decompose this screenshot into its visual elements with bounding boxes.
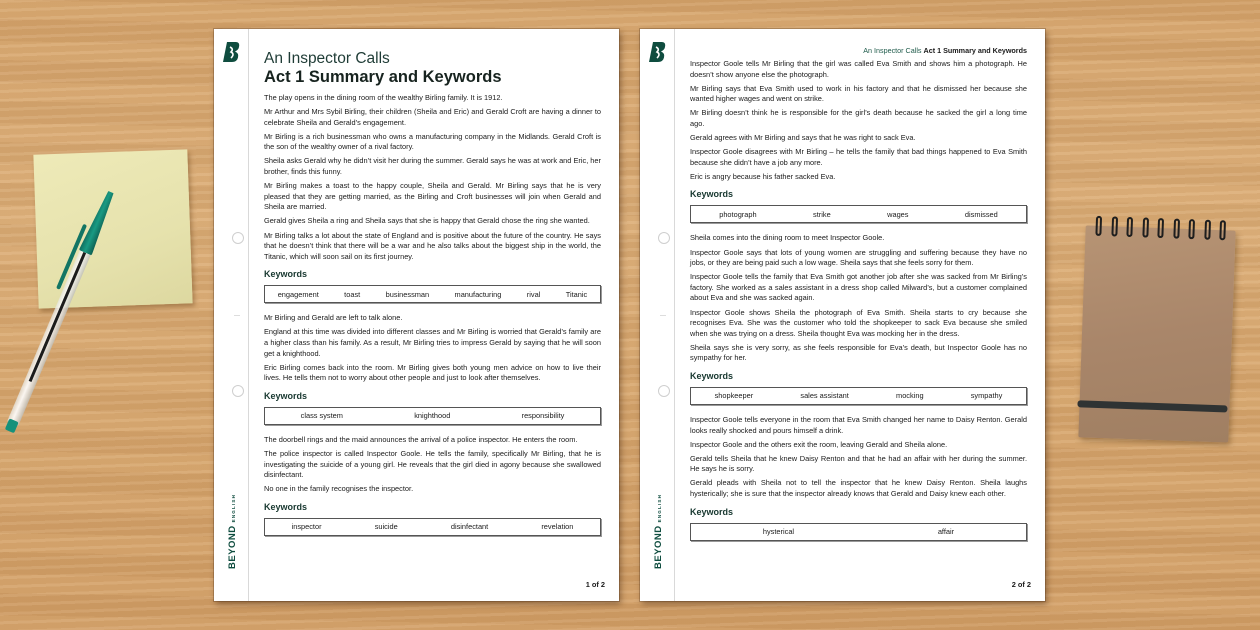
paragraph: Mr Birling talks a lot about the state of England and is positive about the future of the country. He says that he doesn’t think that there will be a war and he also talks about the biggest ship in the world, the Titanic, which will soon sail on its first journey. bbox=[264, 230, 601, 261]
paragraph: Inspector Goole disagrees with Mr Birling – he tells the family that bad things happened to Eva Smith because she didn’t have a job any more. bbox=[690, 147, 1027, 167]
keyword: inspector bbox=[291, 522, 322, 532]
keyword: engagement bbox=[277, 289, 319, 299]
keyword: toast bbox=[344, 289, 361, 299]
keywords-box bbox=[690, 205, 1027, 223]
brand-wordmark bbox=[220, 493, 242, 587]
keywords-box bbox=[264, 518, 601, 536]
paragraph: Inspector Goole tells everyone in the room that Eva Smith changed her name to Daisy Renton. Gerald looks really shocked and pours himself a drink. bbox=[690, 414, 1027, 435]
paragraph: England at this time was divided into different classes and Mr Birling is worried that Gerald’s family are a higher class than his family. As a result, Mr Birling tries to impress Gerald by saying that he will soon get a knighthood. bbox=[264, 327, 601, 358]
document-title: An Inspector Calls bbox=[264, 50, 390, 67]
paragraph: Eric is angry because his father sacked Eva. bbox=[690, 171, 836, 181]
running-header-subtitle: Act 1 Summary and Keywords bbox=[923, 46, 1027, 55]
paragraph: Inspector Goole shows Sheila the photograph of Eva Smith. Sheila starts to cry because she recognises Eva. She was the customer who told the shopkeeper to sack Eva because she smiled when she was trying on a dress. Sheila thought Eva was mocking her in the dress. bbox=[690, 307, 1027, 338]
paragraph: Inspector Goole and the others exit the room, leaving Gerald and Sheila alone. bbox=[690, 439, 948, 449]
keywords-heading: Keywords bbox=[264, 390, 308, 401]
brand-wordmark bbox=[646, 493, 668, 587]
keyword: responsibility bbox=[521, 411, 565, 421]
keyword: knighthood bbox=[414, 411, 451, 421]
keyword: Titanic bbox=[565, 289, 588, 299]
section-3 bbox=[264, 435, 601, 536]
worksheet-page-2 bbox=[640, 29, 1045, 601]
keywords-box bbox=[690, 387, 1027, 405]
paragraph: No one in the family recognises the inspector. bbox=[264, 484, 414, 494]
keywords-heading: Keywords bbox=[264, 501, 308, 512]
keyword: businessman bbox=[385, 289, 430, 299]
margin-divider bbox=[674, 29, 675, 601]
keyword: manufacturing bbox=[454, 289, 502, 299]
keywords-heading: Keywords bbox=[690, 370, 734, 381]
paragraph: Gerald tells Sheila that he knew Daisy Renton and that he had an affair with her during the summer. He says he is sorry. bbox=[690, 453, 1027, 474]
page-number: 1 of 2 bbox=[585, 580, 605, 589]
fold-mark bbox=[660, 315, 666, 316]
document-subtitle: Act 1 Summary and Keywords bbox=[264, 68, 502, 86]
paragraph: Mr Birling and Gerald are left to talk alone. bbox=[264, 313, 403, 323]
paragraph: Gerald agrees with Mr Birling and says that he was right to sack Eva. bbox=[690, 133, 916, 143]
paragraph: Mr Birling is a rich businessman who owns a manufacturing company in the Midlands. Gerald Croft is the son of the wealthy owner of a rival factory. bbox=[264, 131, 601, 152]
beyond-logo-icon bbox=[223, 41, 241, 63]
paragraph: Gerald pleads with Sheila not to tell the inspector that he knew Daisy Renton. Sheila laughs hysterically; she is sure that the inspector already knows that Gerald and Daisy knew each other. bbox=[690, 478, 1027, 499]
brand-sub: ENGLISH bbox=[231, 493, 236, 523]
keyword: photograph bbox=[719, 209, 757, 219]
paragraph: Inspector Goole tells the family that Eva Smith got another job after she was sacked from Mr Birling’s factory. She worked as a sales assistant in a dress shop called Milward’s, but a customer complained about Eva and she was sacked again. bbox=[690, 272, 1027, 303]
keyword: class system bbox=[300, 411, 343, 421]
keywords-box bbox=[690, 523, 1027, 541]
page-number: 2 of 2 bbox=[1011, 580, 1031, 589]
section-6 bbox=[690, 415, 1027, 541]
section-2 bbox=[264, 313, 601, 425]
keyword: wages bbox=[887, 209, 909, 219]
paragraph: Sheila says she is very sorry, as she feels responsible for Eva’s death, but Inspector Goole has no sympathy for her. bbox=[690, 342, 1027, 363]
brand-sub: ENGLISH bbox=[657, 493, 662, 523]
brand-name: BEYOND bbox=[653, 525, 664, 569]
spiral-notebook bbox=[1078, 225, 1235, 442]
keyword: strike bbox=[813, 209, 831, 219]
paragraph: Gerald gives Sheila a ring and Sheila says that she is happy that Gerald chose the ring she wanted. bbox=[264, 216, 590, 226]
paragraph: Sheila asks Gerald why he didn’t visit her during the summer. Gerald says he was at work and Eric, her brother, finds this funny. bbox=[264, 156, 601, 177]
paragraph: Mr Arthur and Mrs Sybil Birling, their children (Sheila and Eric) and Gerald Croft are having a dinner to celebrate Sheila and Gerald’s engagement. bbox=[264, 107, 601, 127]
section-4 bbox=[690, 59, 1027, 223]
keyword: affair bbox=[937, 527, 955, 537]
paragraph: Mr Birling doesn’t think he is responsible for the girl’s death because he sacked the girl a long time ago. bbox=[690, 108, 1027, 128]
paragraph: Mr Birling says that Eva Smith used to work in his factory and that he dismissed her because she wanted higher wages and went on strike. bbox=[690, 83, 1027, 104]
section-5 bbox=[690, 233, 1027, 405]
punch-hole bbox=[658, 385, 670, 397]
keywords-box bbox=[264, 285, 601, 303]
punch-hole bbox=[232, 385, 244, 397]
keyword: sympathy bbox=[970, 391, 1003, 401]
keyword: rival bbox=[526, 289, 541, 299]
keyword: dismissed bbox=[964, 209, 998, 219]
keyword: suicide bbox=[374, 522, 398, 532]
brand-name: BEYOND bbox=[227, 525, 238, 569]
keyword: disinfectant bbox=[450, 522, 489, 532]
notebook-elastic-band bbox=[1077, 400, 1227, 412]
paragraph: Mr Birling makes a toast to the happy couple, Sheila and Gerald. Mr Birling says that he is very pleased that they are getting married, as the Birling and Croft businesses will join when Gerald and Sheila are married. bbox=[264, 181, 601, 212]
page-1-content bbox=[264, 29, 601, 546]
section-1 bbox=[264, 93, 601, 303]
running-header-title: An Inspector Calls bbox=[863, 46, 922, 55]
paragraph: Eric Birling comes back into the room. Mr Birling gives both young men advice on how to live their lives. He tells them not to worry about other people and just to look after themselves. bbox=[264, 362, 601, 383]
punch-hole bbox=[658, 232, 670, 244]
keyword: mocking bbox=[896, 391, 924, 401]
keywords-heading: Keywords bbox=[690, 506, 734, 517]
paragraph: Sheila comes into the dining room to meet Inspector Goole. bbox=[690, 233, 885, 243]
margin-divider bbox=[248, 29, 249, 601]
notebook-rings bbox=[1095, 216, 1226, 243]
paragraph: The play opens in the dining room of the wealthy Birling family. It is 1912. bbox=[264, 93, 503, 102]
worksheet-page-1 bbox=[214, 29, 619, 601]
paragraph: Inspector Goole tells Mr Birling that the girl was called Eva Smith and shows him a photograph. He doesn’t show anyone else the photograph. bbox=[690, 59, 1027, 79]
keywords-heading: Keywords bbox=[690, 189, 734, 200]
keywords-heading: Keywords bbox=[264, 269, 308, 280]
paragraph: The police inspector is called Inspector Goole. He tells the family, specifically Mr Birling, that he is investigating the suicide of a young girl. He reveals that the girl died in agony because she swallowed disinfectant. bbox=[264, 448, 601, 480]
keyword: shopkeeper bbox=[714, 391, 754, 401]
keyword: hysterical bbox=[762, 527, 795, 537]
keyword: sales assistant bbox=[800, 391, 849, 401]
keyword: revelation bbox=[541, 522, 574, 532]
punch-hole bbox=[232, 232, 244, 244]
beyond-logo-icon bbox=[649, 41, 667, 63]
fold-mark bbox=[234, 315, 240, 316]
paragraph: The doorbell rings and the maid announces the arrival of a police inspector. He enters the room. bbox=[264, 434, 578, 444]
page-2-content bbox=[690, 29, 1027, 551]
keywords-box bbox=[264, 407, 601, 425]
running-header bbox=[690, 46, 1027, 55]
paragraph: Inspector Goole says that lots of young women are struggling and suffering because they have no jobs, or they are being paid such a low wage. Sheila says that she feels sorry for them. bbox=[690, 247, 1027, 268]
